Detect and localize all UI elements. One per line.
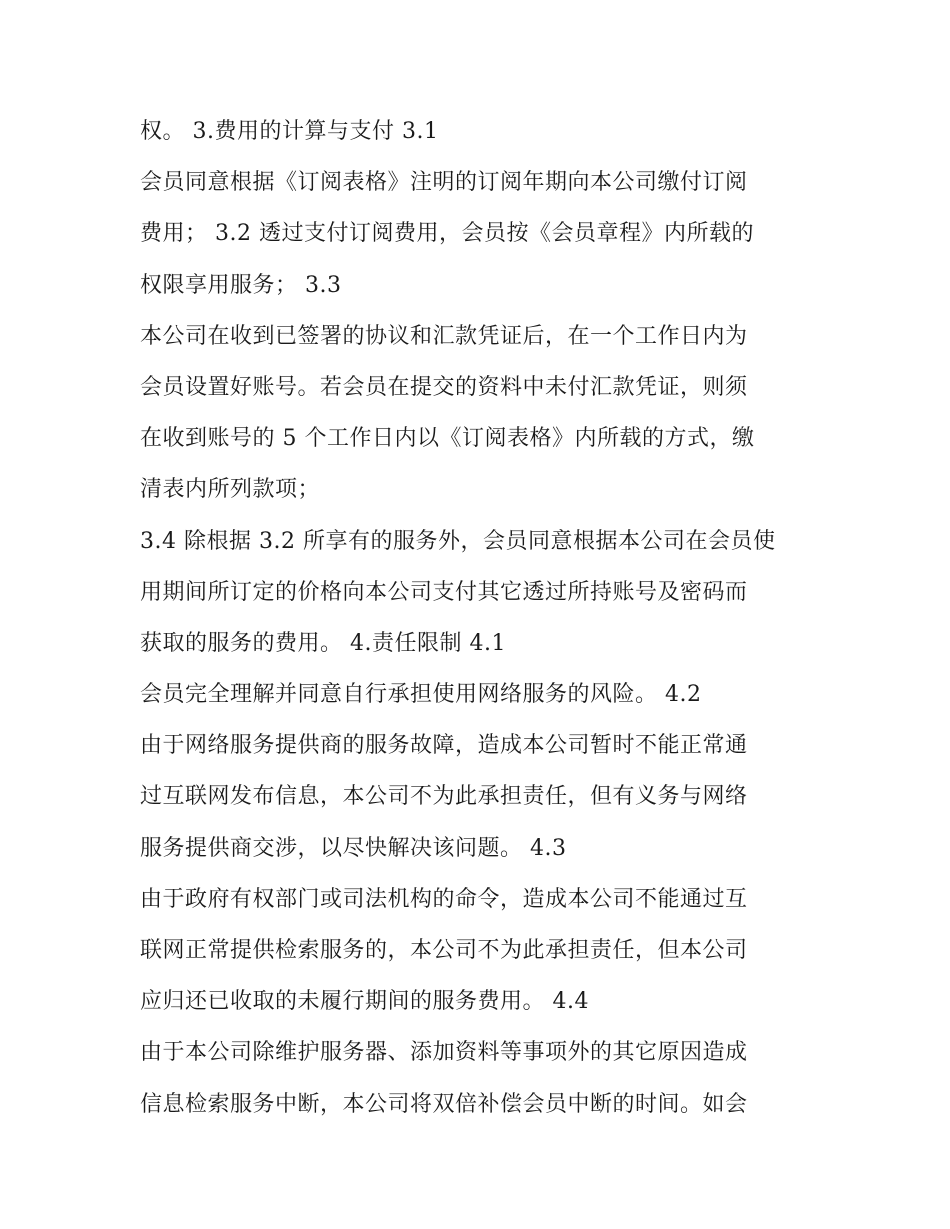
text-line: 由于本公司除维护服务器、添加资料等事项外的其它原因造成 <box>140 1040 748 1066</box>
text-line: 3.4 除根据 3.2 所享有的服务外，会员同意根据本公司在会员使 <box>140 528 776 554</box>
text-line: 用期间所订定的价格向本公司支付其它透过所持账号及密码而 <box>140 579 748 605</box>
text-line: 应归还已收取的未履行期间的服务费用。 4.4 <box>140 989 589 1015</box>
text-line: 过互联网发布信息，本公司不为此承担责任，但有义务与网络 <box>140 784 748 810</box>
text-line: 本公司在收到已签署的协议和汇款凭证后，在一个工作日内为 <box>140 323 748 349</box>
text-line: 会员设置好账号。若会员在提交的资料中未付汇款凭证，则须 <box>140 374 748 400</box>
text-line: 获取的服务的费用。 4.责任限制 4.1 <box>140 630 506 656</box>
text-line: 权限享用服务； 3.3 <box>140 272 342 298</box>
text-line: 会员完全理解并同意自行承担使用网络服务的风险。 4.2 <box>140 682 702 708</box>
text-line: 清表内所列款项； <box>140 477 321 503</box>
text-line: 信息检索服务中断，本公司将双倍补偿会员中断的时间。如会 <box>140 1091 748 1117</box>
text-line: 费用； 3.2 透过支付订阅费用，会员按《会员章程》内所载的 <box>140 221 754 247</box>
text-line: 在收到账号的 5 个工作日内以《订阅表格》内所载的方式，缴 <box>140 426 755 452</box>
text-line: 由于政府有权部门或司法机构的命令，造成本公司不能通过互 <box>140 886 748 912</box>
text-line: 由于网络服务提供商的服务故障，造成本公司暂时不能正常通 <box>140 733 748 759</box>
text-line: 权。 3.费用的计算与支付 3.1 <box>140 119 439 144</box>
text-line: 服务提供商交涉，以尽快解决该问题。 4.3 <box>140 835 567 861</box>
text-line: 会员同意根据《订阅表格》注明的订阅年期向本公司缴付订阅 <box>140 170 748 196</box>
body-text <box>140 106 830 1130</box>
text-line: 联网正常提供检索服务的，本公司不为此承担责任，但本公司 <box>140 938 748 963</box>
